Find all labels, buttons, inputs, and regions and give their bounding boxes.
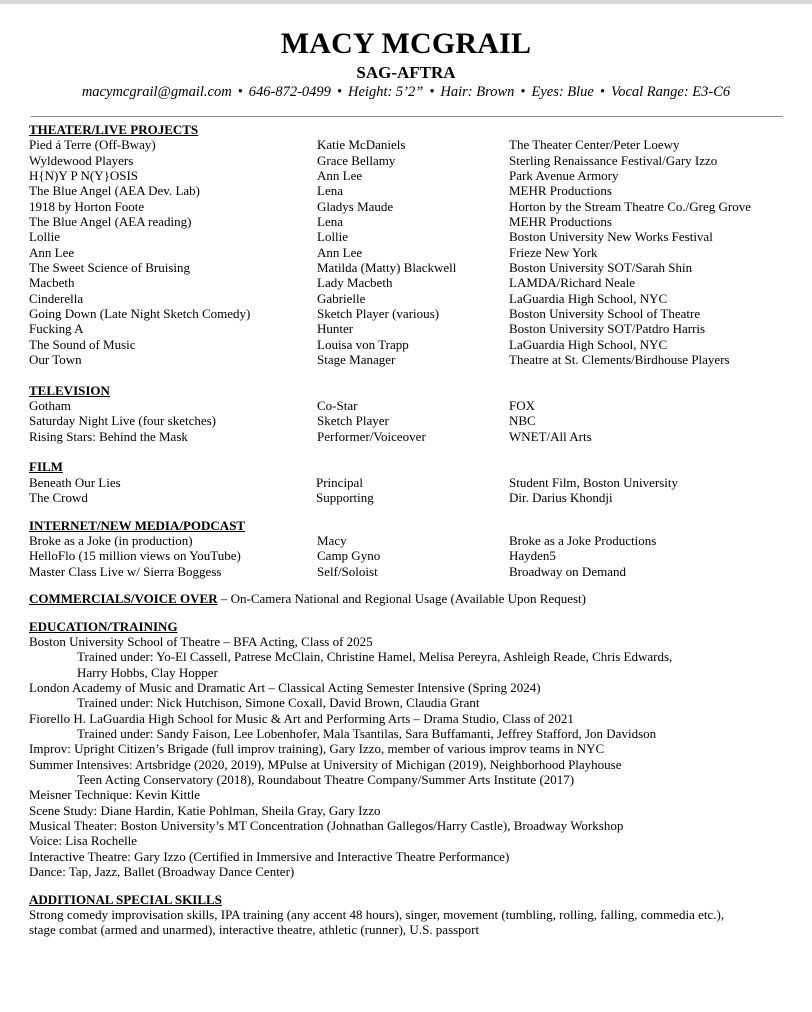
credit-venue: Theatre at St. Clements/Birdhouse Players xyxy=(509,352,730,367)
education-line: Boston University School of Theatre – BFA Acting, Class of 2025 xyxy=(29,633,373,649)
education-line: London Academy of Music and Dramatic Art – Classical Acting Semester Intensive (Spring 2024) xyxy=(29,680,541,695)
credit-venue: FOX xyxy=(509,398,536,413)
credit-venue: Boston University SOT/Sarah Shin xyxy=(509,260,693,275)
credit-row xyxy=(0,214,812,230)
credit-title: Master Class Live w/ Sierra Boggess xyxy=(29,563,222,579)
credit-venue: MEHR Productions xyxy=(509,183,612,198)
credit-row xyxy=(0,245,812,261)
credit-venue: Hayden5 xyxy=(509,548,556,563)
credit-venue: MEHR Productions xyxy=(509,214,612,229)
separator: • xyxy=(520,84,526,100)
education-line: Musical Theater: Boston University’s MT Concentration (Johnathan Gallegos/Harry Castle), Broadway Workshop xyxy=(29,818,624,833)
skills-line: Strong comedy improvisation skills, IPA training (any accent 48 hours), singer, movement (tumbling, rolling, falling, commedia etc.), xyxy=(29,907,725,922)
credit-role: Katie McDaniels xyxy=(317,137,406,152)
credit-venue: Dir. Darius Khondji xyxy=(509,490,613,505)
credit-role: Camp Gyno xyxy=(317,548,381,563)
section-heading-television: TELEVISION xyxy=(29,383,110,398)
credit-role: Lena xyxy=(317,214,343,229)
credit-title: Rising Stars: Behind the Mask xyxy=(29,428,188,444)
credit-venue: The Theater Center/Peter Loewy xyxy=(509,137,680,152)
separator: • xyxy=(429,84,435,100)
contact-line xyxy=(0,83,812,101)
credit-title: Fucking A xyxy=(29,321,84,336)
credit-role: Stage Manager xyxy=(317,352,396,367)
credit-row xyxy=(0,275,812,291)
section-heading-internet: INTERNET/NEW MEDIA/PODCAST xyxy=(29,517,246,533)
education-line: Voice: Lisa Rochelle xyxy=(29,833,138,848)
credit-venue: WNET/All Arts xyxy=(509,428,592,444)
commercials-line xyxy=(29,591,586,607)
credit-venue: Broke as a Joke Productions xyxy=(509,533,657,548)
top-border xyxy=(0,0,812,4)
section-heading-film: FILM xyxy=(29,459,63,474)
credit-title: The Blue Angel (AEA reading) xyxy=(29,214,192,229)
hair-text: Hair: Brown xyxy=(440,84,515,100)
section-heading-education: EDUCATION/TRAINING xyxy=(29,618,178,634)
credit-title: Wyldewood Players xyxy=(29,152,134,168)
credit-title: 1918 by Horton Foote xyxy=(29,198,145,214)
resume-name: MACY MCGRAIL xyxy=(280,27,532,60)
credit-role: Ann Lee xyxy=(317,168,363,183)
credit-role: Macy xyxy=(317,533,347,548)
credit-title: The Sound of Music xyxy=(29,336,136,352)
credit-role: Lady Macbeth xyxy=(317,275,393,290)
credit-venue: Boston University SOT/Patdro Harris xyxy=(509,321,706,336)
separator: • xyxy=(237,84,243,100)
credit-title: Beneath Our Lies xyxy=(29,474,121,490)
education-line: Dance: Tap, Jazz, Ballet (Broadway Dance Center) xyxy=(29,864,295,879)
credit-row xyxy=(0,352,812,368)
credit-row xyxy=(0,337,812,353)
education-line: Trained under: Sandy Faison, Lee Lobenhofer, Mala Tsantilas, Sara Buffamanti, Jeffrey Stafford, Jon Davidson xyxy=(77,726,657,741)
credit-role: Matilda (Matty) Blackwell xyxy=(317,260,457,275)
credit-row xyxy=(0,168,812,184)
credit-row xyxy=(0,413,812,429)
education-line: Summer Intensives: Artsbridge (2020, 2019), MPulse at University of Michigan (2019), Neighborhood Playhouse xyxy=(29,756,622,772)
section-heading-theater: THEATER/LIVE PROJECTS xyxy=(29,122,199,137)
eyes-text: Eyes: Blue xyxy=(531,84,594,100)
separator: • xyxy=(599,84,605,100)
credit-role: Gladys Maude xyxy=(317,198,394,214)
credit-row xyxy=(0,153,812,169)
education-line: Improv: Upright Citizen’s Brigade (full improv training), Gary Izzo, member of various improv teams in NYC xyxy=(29,741,605,756)
credit-venue: NBC xyxy=(509,413,536,428)
credit-row xyxy=(0,321,812,337)
credit-title: The Sweet Science of Bruising xyxy=(29,260,191,275)
union-affiliation: SAG-AFTRA xyxy=(356,63,456,82)
credit-role: Louisa von Trapp xyxy=(317,336,409,352)
credit-role: Lollie xyxy=(317,229,349,244)
credit-row xyxy=(0,306,812,322)
education-line: Interactive Theatre: Gary Izzo (Certified in Immersive and Interactive Theatre Performance) xyxy=(29,848,510,864)
phone-text: 646-872-0499 xyxy=(248,84,331,100)
credit-title: Macbeth xyxy=(29,275,75,290)
credit-venue: Frieze New York xyxy=(509,244,598,260)
credit-venue: LaGuardia High School, NYC xyxy=(509,290,668,306)
credit-title: Pied á Terre (Off-Bway) xyxy=(29,137,156,152)
education-line: Trained under: Yo-El Cassell, Patrese McClain, Christine Hamel, Melisa Pereyra, Ashleigh Reade, Chris Edwards, xyxy=(77,649,673,664)
credit-title: The Blue Angel (AEA Dev. Lab) xyxy=(29,183,200,198)
education-line: Harry Hobbs, Clay Hopper xyxy=(77,664,218,680)
height-text: Height: 5’2” xyxy=(348,84,424,100)
credit-title: Going Down (Late Night Sketch Comedy) xyxy=(29,306,251,321)
credit-venue: Sterling Renaissance Festival/Gary Izzo xyxy=(509,152,718,168)
credit-role: Self/Soloist xyxy=(317,563,378,579)
commercials-note: – On-Camera National and Regional Usage (Available Upon Request) xyxy=(217,591,586,606)
credit-row xyxy=(0,490,812,506)
credit-row xyxy=(0,564,812,580)
credit-role: Lena xyxy=(317,183,343,198)
credit-venue: Park Avenue Armory xyxy=(509,168,619,183)
credit-title: Cinderella xyxy=(29,290,84,306)
credit-row xyxy=(0,137,812,153)
credit-role: Gabrielle xyxy=(317,290,366,306)
vocal-range-text: Vocal Range: E3-C6 xyxy=(610,84,731,100)
skills-line: stage combat (armed and unarmed), interactive theatre, athletic (runner), U.S. passport xyxy=(29,922,480,937)
email-text: macymcgrail@gmail.com xyxy=(81,84,232,100)
credit-row xyxy=(0,183,812,199)
header-divider xyxy=(31,116,783,117)
credit-role: Principal xyxy=(316,474,363,490)
credit-title: Broke as a Joke (in production) xyxy=(29,533,193,548)
credit-title: Ann Lee xyxy=(29,244,75,260)
credit-role: Sketch Player (various) xyxy=(317,306,440,321)
section-heading-commercials: COMMERCIALS/VOICE OVER xyxy=(29,591,218,606)
credit-role: Performer/Voiceover xyxy=(317,428,426,444)
credit-venue: LaGuardia High School, NYC xyxy=(509,336,668,352)
education-line: Scene Study: Diane Hardin, Katie Pohlman, Sheila Gray, Gary Izzo xyxy=(29,802,381,818)
credit-row xyxy=(0,429,812,445)
credit-title: The Crowd xyxy=(29,490,88,505)
credit-venue: Boston University New Works Festival xyxy=(509,229,713,244)
education-line: Meisner Technique: Kevin Kittle xyxy=(29,787,201,802)
credit-role: Sketch Player xyxy=(317,413,389,428)
credit-venue: Broadway on Demand xyxy=(509,563,626,579)
credit-role: Ann Lee xyxy=(317,244,363,260)
education-line: Teen Acting Conservatory (2018), Roundabout Theatre Company/Summer Arts Institute (2017) xyxy=(77,772,575,787)
credit-row xyxy=(0,291,812,307)
credit-row xyxy=(0,260,812,276)
credit-venue: Horton by the Stream Theatre Co./Greg Grove xyxy=(509,198,751,214)
credit-title: Our Town xyxy=(29,352,82,367)
credit-row xyxy=(0,548,812,564)
credit-venue: Student Film, Boston University xyxy=(509,474,679,490)
credit-title: Saturday Night Live (four sketches) xyxy=(29,413,217,428)
credit-row xyxy=(0,475,812,491)
credit-venue: Boston University School of Theatre xyxy=(509,306,701,321)
credit-title: HelloFlo (15 million views on YouTube) xyxy=(29,548,241,563)
credit-row xyxy=(0,398,812,414)
separator: • xyxy=(336,84,343,100)
credit-role: Supporting xyxy=(316,490,374,505)
credit-title: Gotham xyxy=(29,398,71,413)
education-line: Trained under: Nick Hutchison, Simone Coxall, David Brown, Claudia Grant xyxy=(77,695,480,710)
credit-role: Hunter xyxy=(317,321,354,336)
credit-title: H{N)Y P N(Y}OSIS xyxy=(29,168,139,183)
credit-row xyxy=(0,229,812,245)
education-line: Fiorello H. LaGuardia High School for Music & Art and Performing Arts – Drama Studio, Class of 2021 xyxy=(29,710,574,726)
credit-venue: LAMDA/Richard Neale xyxy=(509,275,635,290)
credit-title: Lollie xyxy=(29,229,61,244)
section-heading-skills: ADDITIONAL SPECIAL SKILLS xyxy=(29,891,222,907)
credit-role: Co-Star xyxy=(317,398,358,413)
credit-role: Grace Bellamy xyxy=(317,152,396,168)
credit-row xyxy=(0,533,812,549)
credit-row xyxy=(0,199,812,215)
